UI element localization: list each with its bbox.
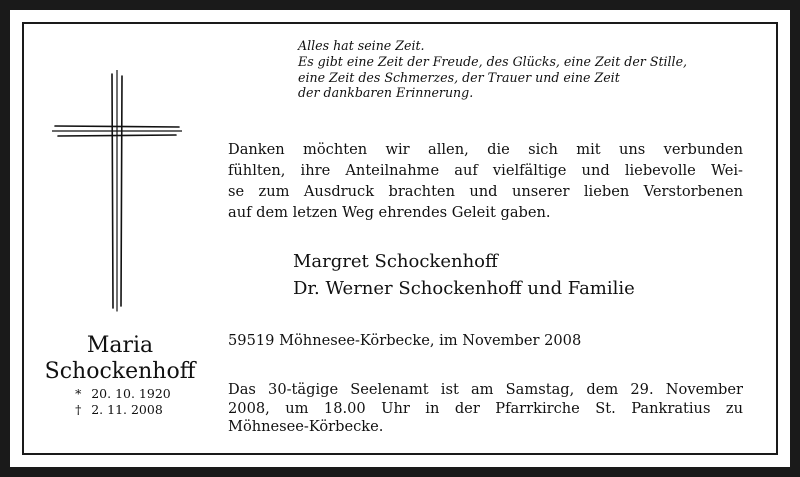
thanks-paragraph bbox=[228, 139, 743, 223]
signatory-name: Dr. Werner Schockenhoff und Familie bbox=[293, 278, 635, 299]
mass-notice-line: 2008, um 18.00 Uhr in der Pfarrkirche St. Pankratius zu bbox=[228, 399, 743, 417]
birth-star-icon: * bbox=[75, 386, 82, 401]
poem-line: Es gibt eine Zeit der Freude, des Glücks, eine Zeit der Stille, bbox=[298, 53, 688, 69]
birth-row bbox=[69, 386, 171, 402]
mass-notice-line: Das 30-tägige Seelenamt ist am Samstag, dem 29. November bbox=[228, 381, 743, 398]
poem-line: der dankbaren Erinnerung. bbox=[298, 85, 474, 101]
life-dates bbox=[69, 386, 171, 418]
mass-notice bbox=[228, 381, 743, 437]
deceased-last-name: Schockenhoff bbox=[44, 359, 196, 384]
signatories bbox=[293, 248, 753, 302]
poem-line: Alles hat seine Zeit. bbox=[298, 38, 425, 53]
deceased-first-name: Maria bbox=[86, 333, 154, 358]
birth-date: 20. 10. 1920 bbox=[91, 386, 171, 401]
place-date: 59519 Möhnesee-Körbecke, im November 2008 bbox=[228, 332, 582, 349]
poem-line: eine Zeit des Schmerzes, der Trauer und eine Zeit bbox=[298, 69, 620, 85]
death-date: 2. 11. 2008 bbox=[91, 402, 163, 417]
signatory-name: Margret Schockenhoff bbox=[293, 251, 498, 272]
deceased-block bbox=[22, 333, 218, 418]
death-row bbox=[69, 402, 171, 418]
cross-icon bbox=[52, 70, 182, 312]
death-dagger-icon: † bbox=[75, 402, 82, 417]
mass-notice-line: Möhnesee-Körbecke. bbox=[228, 418, 384, 435]
thanks-line: se zum Ausdruck brachten und unserer lieben Verstorbenen bbox=[228, 183, 743, 200]
thanks-line: auf dem letzen Weg ehrendes Geleit gaben. bbox=[228, 204, 551, 221]
thanks-line: fühlten, ihre Anteilnahme auf vielfältige und liebevolle Wei- bbox=[228, 162, 743, 179]
thanks-line: Danken möchten wir allen, die sich mit uns verbunden bbox=[228, 141, 743, 158]
poem bbox=[298, 38, 773, 101]
